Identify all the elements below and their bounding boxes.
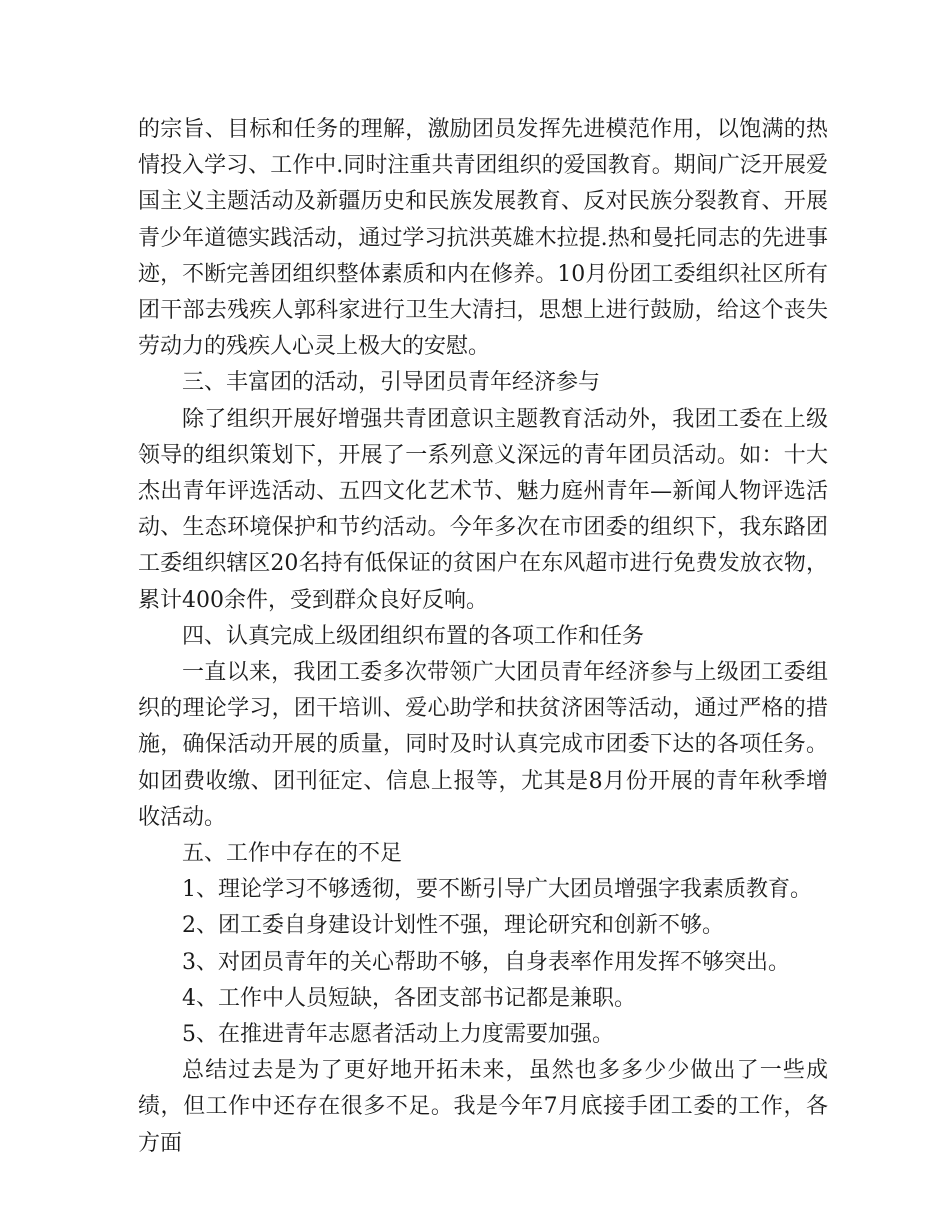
paragraph-superior-tasks: 一直以来，我团工委多次带领广大团员青年经济参与上级团工委组织的理论学习，团干培训、爱心助学和扶贫济困等活动，通过严格的措施，确保活动开展的质量，同时及时认真完成市团委下达的各项任务。如团费收缴、团刊征定、信息上报等，尤其是8月份开展的青年秋季增收活动。 — [138, 660, 828, 830]
shortcoming-item-4: 4、工作中人员短缺，各团支部书记都是兼职。 — [182, 985, 636, 1011]
section-heading-5: 五、工作中存在的不足 — [182, 841, 403, 867]
shortcoming-item-1: 1、理论学习不够透彻，要不断引导广大团员增强字我素质教育。 — [182, 877, 812, 903]
paragraph-conclusion: 总结过去是为了更好地开拓未来，虽然也多多少少做出了一些成绩，但工作中还存在很多不足。我是今年7月底接手团工委的工作，各方面 — [138, 1058, 828, 1156]
shortcoming-item-3: 3、对团员青年的关心帮助不够，自身表率作用发挥不够突出。 — [182, 949, 790, 975]
paragraph-youth-activities: 除了组织开展好增强共青团意识主题教育活动外，我团工委在上级领导的组织策划下，开展了一系列意义深远的青年团员活动。如：十大杰出青年评选活动、五四文化艺术节、魅力庭州青年—新闻人物评选活动、生态环境保护和节约活动。今年多次在市团委的组织下，我东路团工委组织辖区20名持有低保证的贫困户在东风超市进行免费发放衣物，累计400余件，受到群众良好反响。 — [138, 406, 828, 613]
paragraph-mission-education: 的宗旨、目标和任务的理解，激励团员发挥先进模范作用，以饱满的热情投入学习、工作中.同时注重共青团组织的爱国教育。期间广泛开展爱国主义主题活动及新疆历史和民族发展教育、反对民族分裂教育、开展青少年道德实践活动，通过学习抗洪英雄木拉提.热和曼托同志的先进事迹，不断完善团组织整体素质和内在修养。10月份团工委组织社区所有团干部去残疾人郭科家进行卫生大清扫，思想上进行鼓励，给这个丧失劳动力的残疾人心灵上极大的安慰。 — [138, 117, 828, 360]
shortcoming-item-5: 5、在推进青年志愿者活动上力度需要加强。 — [182, 1022, 614, 1048]
shortcoming-item-2: 2、团工委自身建设计划性不强，理论研究和创新不够。 — [182, 913, 724, 939]
section-heading-3: 三、丰富团的活动，引导团员青年经济参与 — [182, 370, 601, 396]
section-heading-4: 四、认真完成上级团组织布置的各项工作和任务 — [182, 623, 645, 649]
document-body — [138, 112, 828, 1162]
